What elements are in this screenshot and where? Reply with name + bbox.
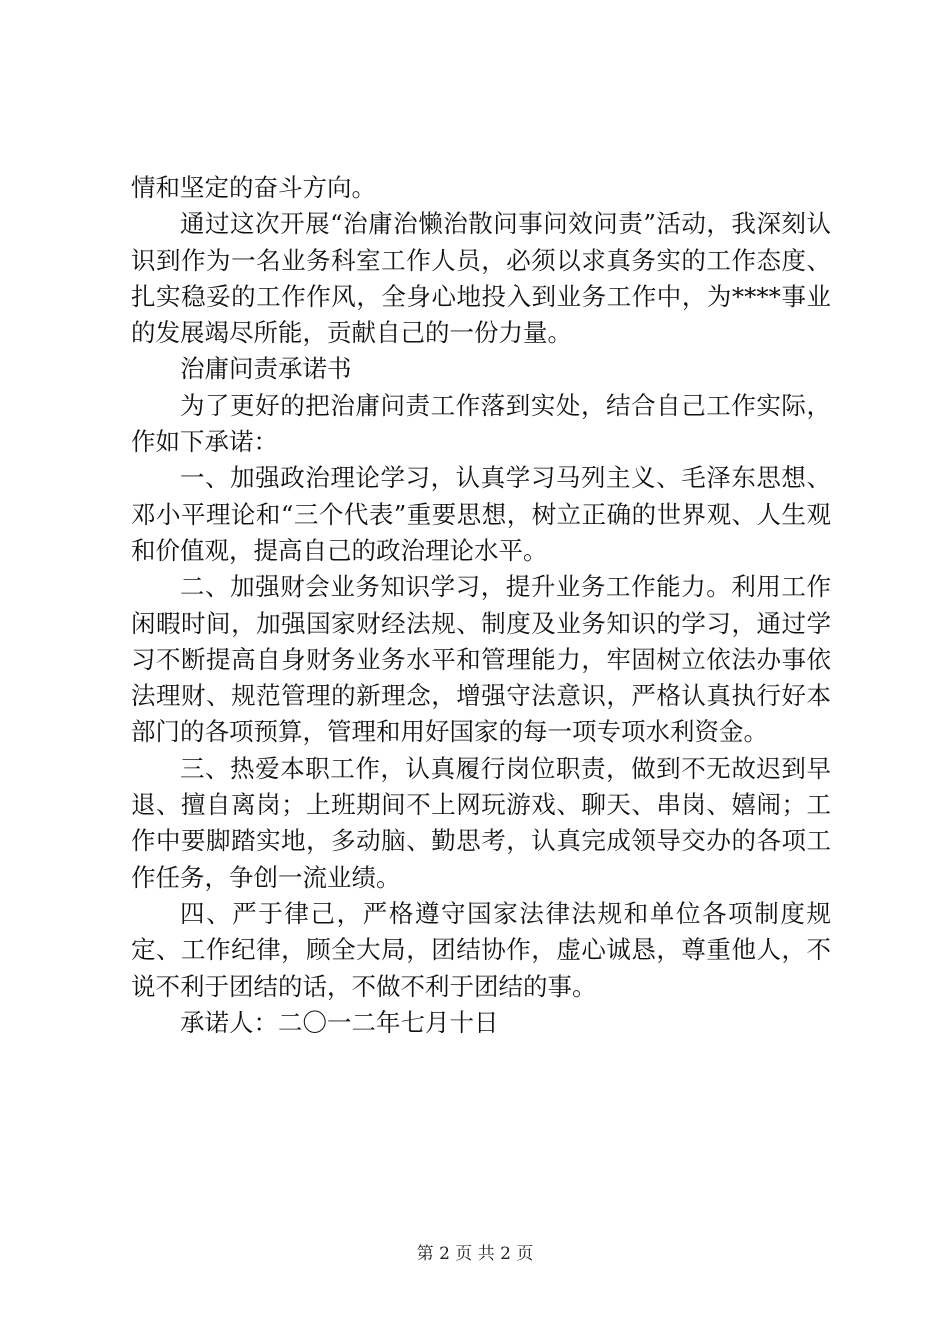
- document-body: [131, 170, 831, 1041]
- paragraph-pledge-4: 四、严于律己，严格遵守国家法律法规和单位各项制度规定、工作纪律，顾全大局，团结协作，虚心诚恳，尊重他人，不说不利于团结的话，不做不利于团结的事。: [131, 898, 831, 1001]
- paragraph-continuation: 情和坚定的奋斗方向。: [131, 173, 376, 202]
- paragraph-pledge-intro: 为了更好的把治庸问责工作落到实处，结合自己工作实际，作如下承诺：: [131, 390, 831, 457]
- paragraph-pledge-3: 三、热爱本职工作，认真履行岗位职责，做到不无故迟到早退、擅自离岗；上班期间不上网玩游戏、聊天、串岗、嬉闹；工作中要脚踏实地，多动脑、勤思考，认真完成领导交办的各项工作任务，争创一流业绩。: [131, 753, 831, 892]
- paragraph-pledge-1: 一、加强政治理论学习，认真学习马列主义、毛泽东思想、邓小平理论和“三个代表”重要思想，树立正确的世界观、人生观和价值观，提高自己的政治理论水平。: [131, 463, 831, 565]
- paragraph-pledge-2: 二、加强财会业务知识学习，提升业务工作能力。利用工作闲暇时间，加强国家财经法规、制度及业务知识的学习，通过学习不断提高自身财务业务水平和管理能力，牢固树立依法办事依法理财、规范管理的新理念，增强守法意识，严格认真执行好本部门的各项预算，管理和用好国家的每一项专项水利资金。: [131, 572, 831, 747]
- page-footer: 第 2 页 共 2 页: [416, 1244, 534, 1264]
- paragraph-activity-reflection: 通过这次开展“治庸治懒治散问事问效问责”活动，我深刻认识到作为一名业务科室工作人员，必须以求真务实的工作态度、扎实稳妥的工作作风，全身心地投入到业务工作中，为****事业的发展竭尽所能，贡献自己的一份力量。: [131, 209, 831, 348]
- signature-line: 承诺人：二〇一二年七月十日: [180, 1007, 499, 1037]
- section-heading: 治庸问责承诺书: [180, 354, 352, 384]
